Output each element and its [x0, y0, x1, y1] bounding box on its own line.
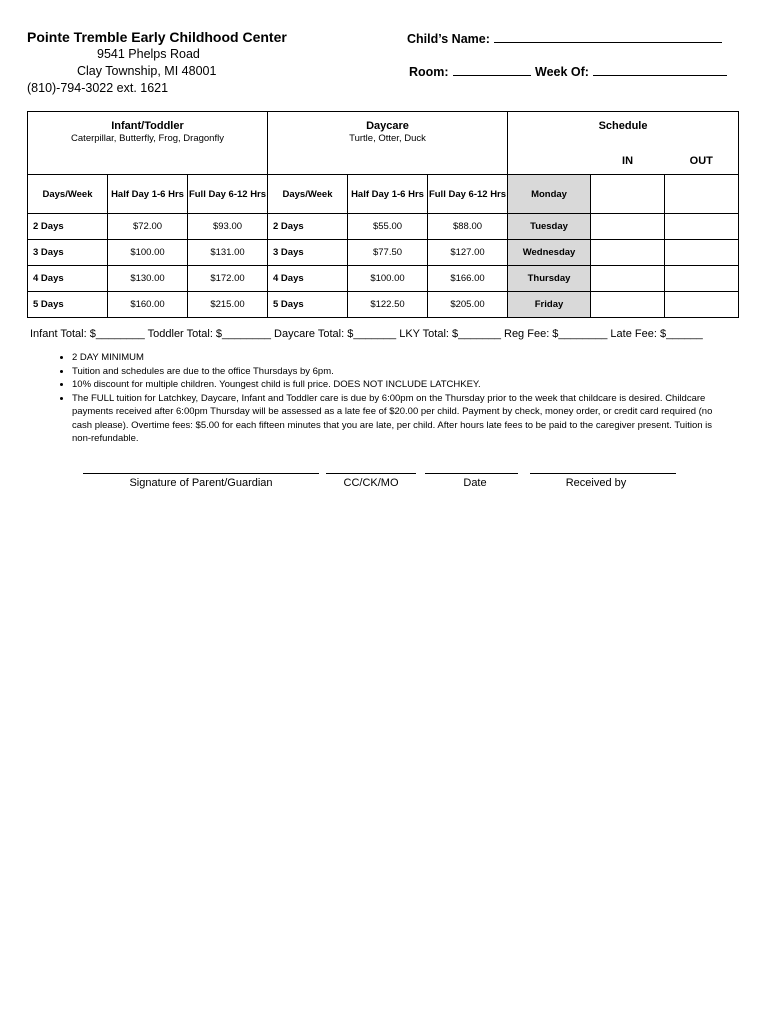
daycare-rooms: Turtle, Otter, Duck: [349, 133, 426, 144]
weekday-monday: Monday: [508, 175, 591, 214]
daycare-full-price: $127.00: [428, 240, 508, 266]
infant-days-cell: 4 Days: [28, 266, 108, 292]
infant-half-price: $100.00: [108, 240, 188, 266]
infant-half-price: $160.00: [108, 292, 188, 318]
daycare-full-day-header: Full Day 6-12 Hrs: [428, 175, 508, 214]
table-row: [28, 214, 739, 240]
weekday-cell: Tuesday: [508, 214, 591, 240]
schedule-in-cell[interactable]: [591, 292, 665, 318]
received-by-line[interactable]: [530, 473, 676, 474]
daycare-days-cell: 3 Days: [268, 240, 348, 266]
payment-method-line[interactable]: [326, 473, 416, 474]
daycare-full-price: $166.00: [428, 266, 508, 292]
table-row: [28, 240, 739, 266]
weekday-cell: Wednesday: [508, 240, 591, 266]
schedule-out-cell[interactable]: [665, 214, 739, 240]
child-name-line[interactable]: [494, 31, 722, 43]
monday-in-cell[interactable]: [591, 175, 665, 214]
room-label: Room:: [409, 65, 449, 79]
daycare-full-price: $205.00: [428, 292, 508, 318]
infant-half-price: $130.00: [108, 266, 188, 292]
daycare-half-day-header: Half Day 1-6 Hrs: [348, 175, 428, 214]
policy-notes-list: [36, 351, 732, 446]
address-line-2: Clay Township, MI 48001: [77, 64, 217, 78]
room-line[interactable]: [453, 64, 531, 76]
week-of-label: Week Of:: [535, 65, 589, 79]
daycare-half-price: $55.00: [348, 214, 428, 240]
infant-toddler-header: [28, 112, 268, 175]
monday-out-cell[interactable]: [665, 175, 739, 214]
room-field: [409, 63, 531, 81]
list-item: • The FULL tuition for Latchkey, Daycare, Infant and Toddler care is due by 6:00pm on the Thursday prior to the week that childcare is desired. Childcare payments received after 6:00pm Thursday will be assessed as a late fee of $20.00 per child. Payment by check, money order, or credit card required (no cash please). Overtime fees: $5.00 for each fifteen minutes that you are late, per child. After hours late fees to be paid to the caregiver present. Tuition is non-refundable.: [72, 392, 732, 446]
daycare-half-price: $100.00: [348, 266, 428, 292]
schedule-in-cell[interactable]: [591, 266, 665, 292]
weekday-cell: Friday: [508, 292, 591, 318]
schedule-in-cell[interactable]: [591, 240, 665, 266]
table-row: [28, 266, 739, 292]
infant-days-cell: 5 Days: [28, 292, 108, 318]
week-of-field: [535, 63, 727, 81]
parent-signature-label: Signature of Parent/Guardian: [129, 477, 273, 489]
infant-full-price: $131.00: [188, 240, 268, 266]
schedule-out-header: OUT: [665, 148, 739, 175]
infant-full-price: $172.00: [188, 266, 268, 292]
tuition-schedule-table: [27, 111, 739, 318]
daycare-title: Daycare: [366, 120, 409, 132]
address-line-1: 9541 Phelps Road: [97, 47, 200, 61]
list-item: • Tuition and schedules are due to the office Thursdays by 6pm.: [72, 365, 732, 379]
infant-toddler-title: Infant/Toddler: [111, 120, 184, 132]
payment-method-label: CC/CK/MO: [343, 477, 399, 489]
daycare-days-cell: 4 Days: [268, 266, 348, 292]
daycare-header: [268, 112, 508, 175]
date-label: Date: [463, 477, 487, 489]
daycare-half-price: $122.50: [348, 292, 428, 318]
infant-half-price: $72.00: [108, 214, 188, 240]
infant-full-price: $93.00: [188, 214, 268, 240]
infant-days-cell: 2 Days: [28, 214, 108, 240]
org-name: Pointe Tremble Early Childhood Center: [27, 29, 287, 45]
week-of-line[interactable]: [593, 64, 727, 76]
list-item: • 10% discount for multiple children. Youngest child is full price. DOES NOT INCLUDE LATCHKEY.: [72, 378, 732, 392]
schedule-out-cell[interactable]: [665, 266, 739, 292]
list-item: • 2 DAY MINIMUM: [72, 351, 732, 365]
infant-half-day-header: Half Day 1-6 Hrs: [108, 175, 188, 214]
infant-days-cell: 3 Days: [28, 240, 108, 266]
infant-full-price: $215.00: [188, 292, 268, 318]
child-name-field: [407, 30, 722, 48]
schedule-out-cell[interactable]: [665, 240, 739, 266]
schedule-blank-cell: [508, 148, 591, 175]
schedule-out-cell[interactable]: [665, 292, 739, 318]
schedule-in-header: IN: [622, 155, 634, 167]
parent-signature-line[interactable]: [83, 473, 319, 474]
received-by-label: Received by: [565, 477, 627, 489]
infant-toddler-rooms: Caterpillar, Butterfly, Frog, Dragonfly: [71, 133, 224, 144]
schedule-header: [508, 112, 739, 149]
weekday-cell: Thursday: [508, 266, 591, 292]
schedule-in-cell[interactable]: [591, 214, 665, 240]
phone-number: (810)-794-3022 ext. 1621: [27, 81, 169, 95]
child-name-label: Child’s Name:: [407, 32, 490, 46]
daycare-days-cell: 5 Days: [268, 292, 348, 318]
date-line[interactable]: [425, 473, 518, 474]
daycare-days-cell: 2 Days: [268, 214, 348, 240]
infant-full-day-header: Full Day 6-12 Hrs: [188, 175, 268, 214]
table-row: [28, 292, 739, 318]
infant-days-header: Days/Week: [28, 175, 108, 214]
daycare-half-price: $77.50: [348, 240, 428, 266]
totals-line: Infant Total: $________ Toddler Total: $________ Daycare Total: $_______ LKY Total: $_______ Reg Fee: $________ Late Fee: $______: [30, 328, 703, 340]
daycare-full-price: $88.00: [428, 214, 508, 240]
schedule-title: Schedule: [598, 120, 648, 132]
daycare-days-header: Days/Week: [268, 175, 348, 214]
